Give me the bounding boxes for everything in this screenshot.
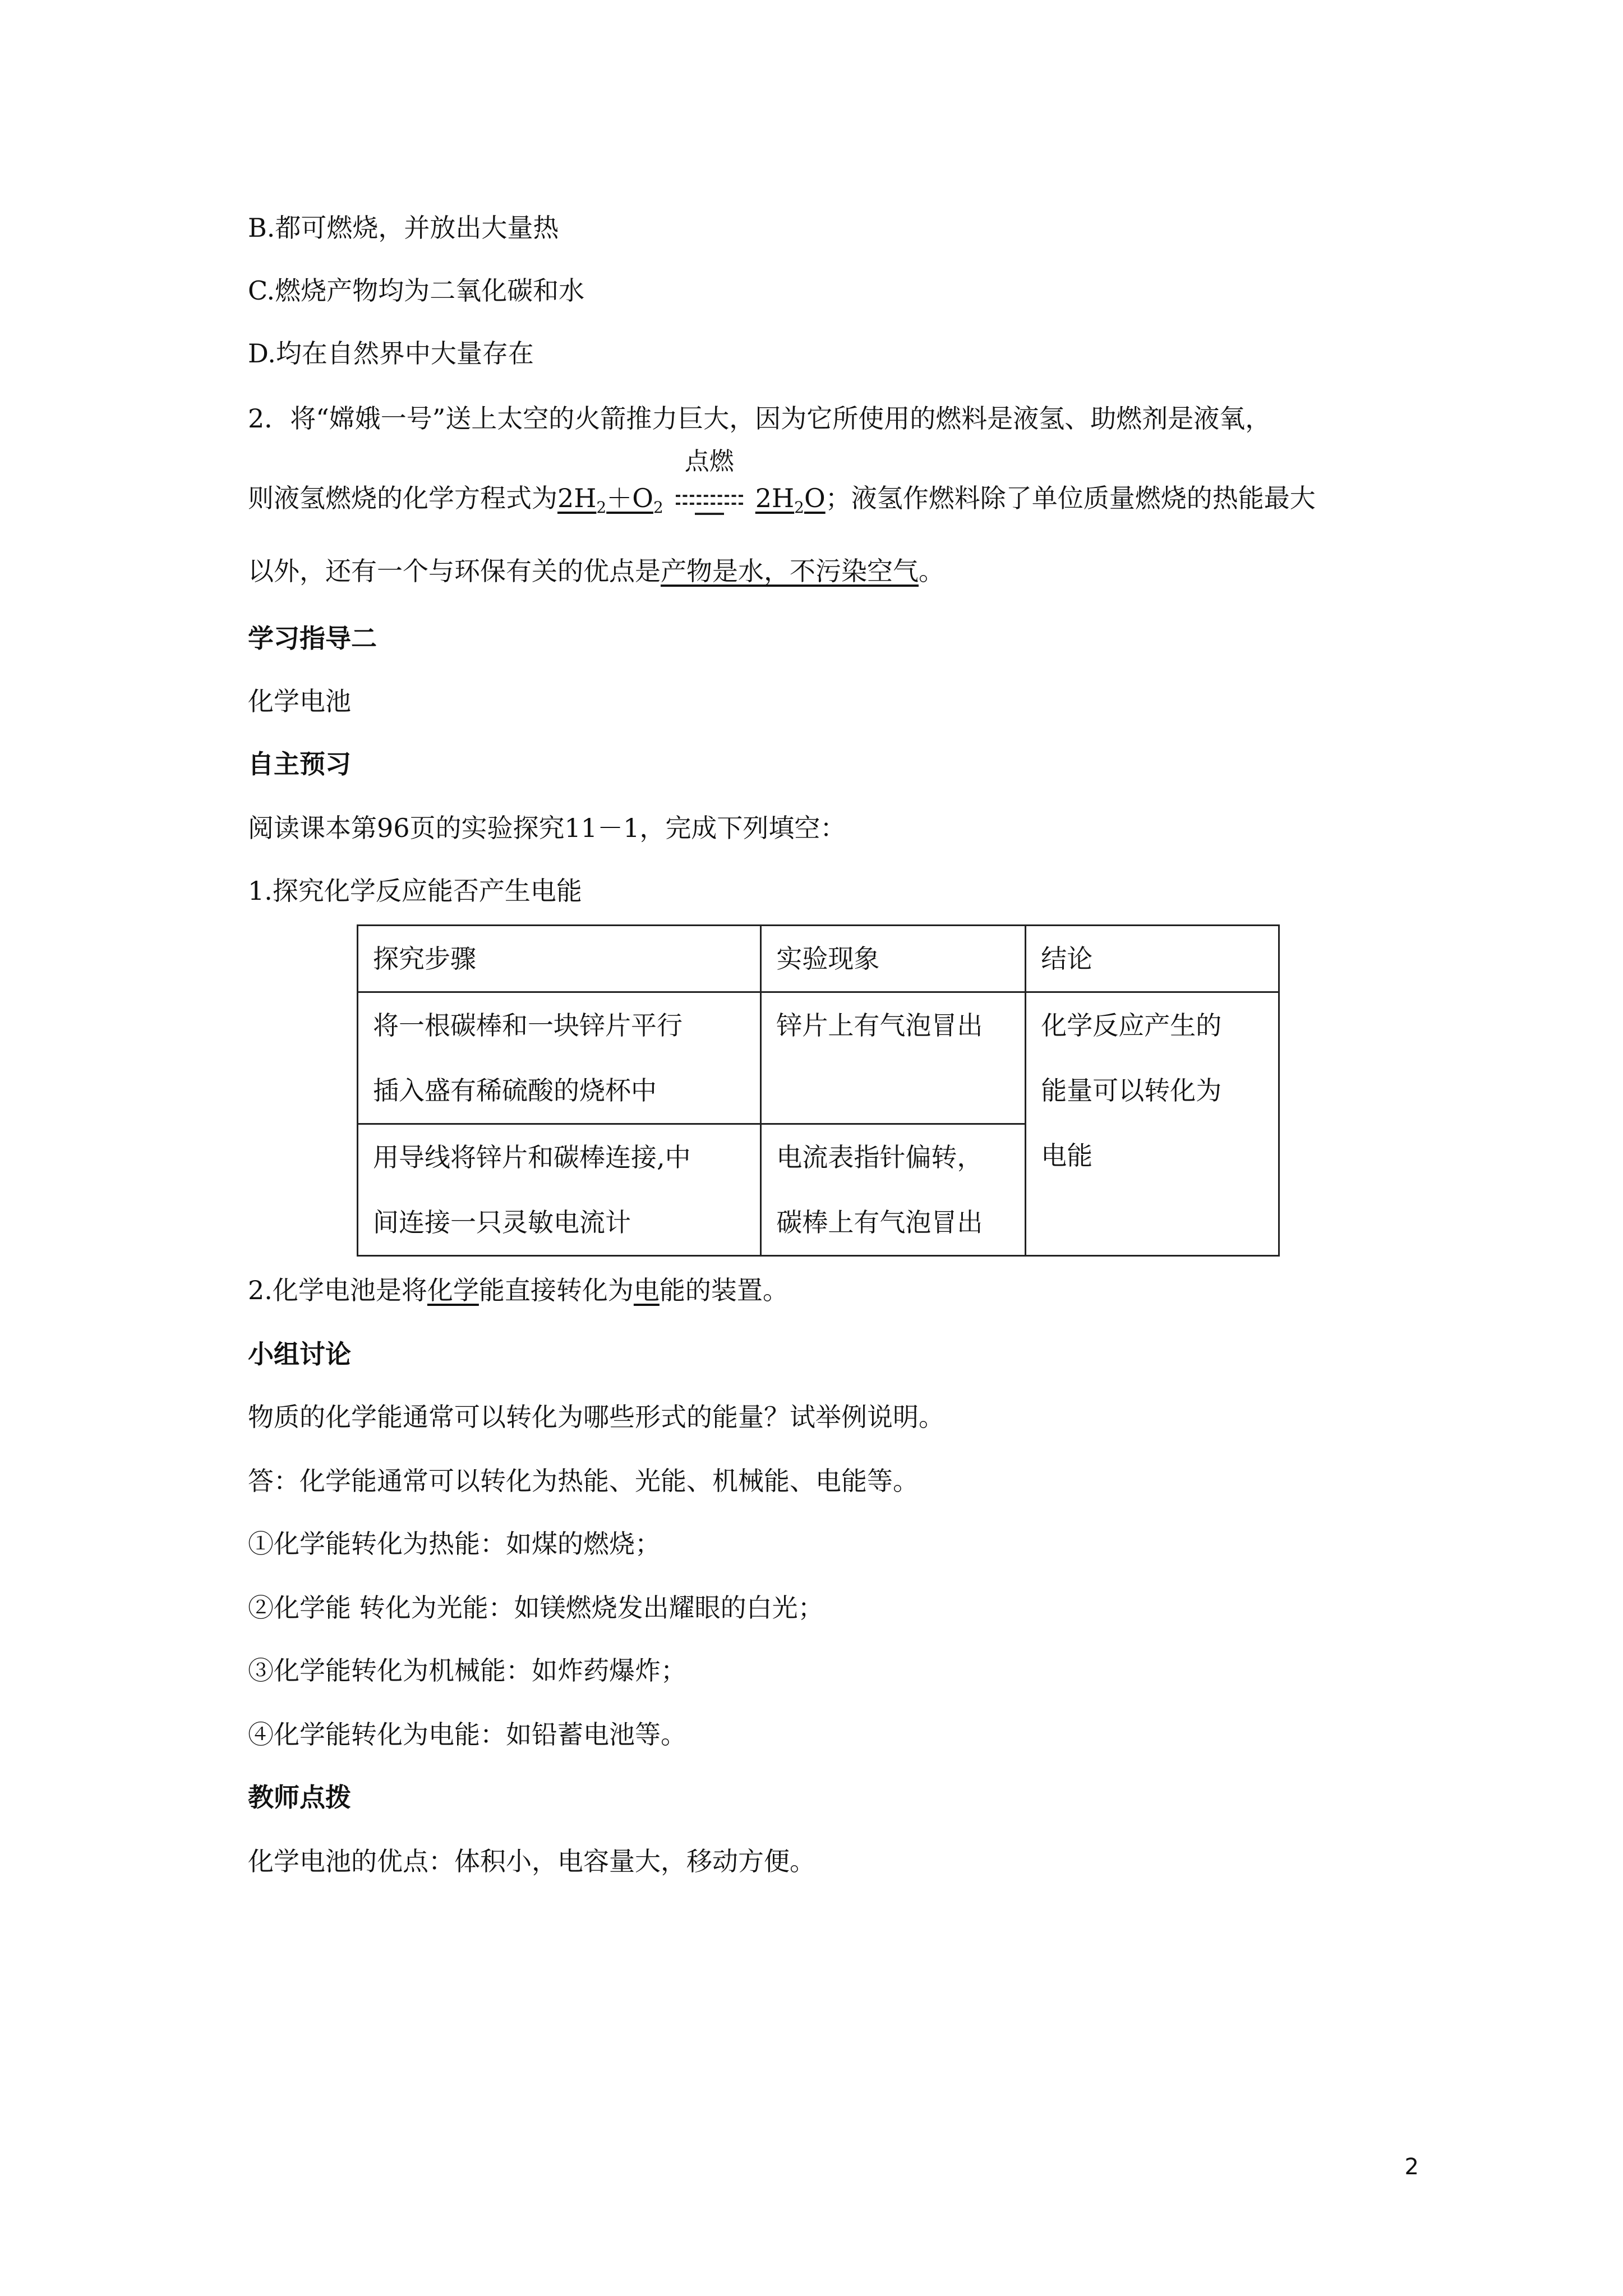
question-2-line-2: [248, 447, 1387, 517]
conclusion-cell: 化学反应产生的 能量可以转化为 电能: [1026, 992, 1279, 1256]
answer-chemical: 化学: [427, 1275, 479, 1305]
example-2: ②化学能 转化为光能：如镁燃烧发出耀眼的白光；: [248, 1593, 824, 1623]
heading-guide-2: 学习指导二: [248, 623, 377, 654]
experiment-table: [357, 924, 1280, 1257]
discussion-answer: 答：化学能通常可以转化为热能、光能、机械能、电能等。: [248, 1466, 919, 1496]
reaction-arrow: [676, 447, 743, 514]
question-2-prefix: 则液氢燃烧的化学方程式为: [248, 483, 557, 513]
option-c: C.燃烧产物均为二氧化碳和水: [248, 275, 585, 306]
discussion-question: 物质的化学能通常可以转化为哪些形式的能量？试举例说明。: [248, 1402, 944, 1432]
equation-products: $2H_2O$: [755, 483, 826, 517]
header-step: 探究步骤: [358, 926, 761, 992]
page-number: 2: [1404, 2154, 1419, 2180]
table-row: [358, 992, 1279, 1124]
reaction-condition: 点燃: [684, 447, 734, 476]
question-2-line-3: 以外，还有一个与环保有关的优点是产物是水，不污染空气。: [248, 556, 944, 586]
header-phenomenon: 实验现象: [761, 926, 1026, 992]
table-header-row: [358, 926, 1279, 992]
question-2-line-1: 2．将“嫦娥一号”送上太空的火箭推力巨大，因为它所使用的燃料是液氢、助燃剂是液氧，: [248, 403, 1271, 434]
instruction-text: 阅读课本第96页的实验探究11－1，完成下列填空：: [248, 813, 846, 843]
example-1: ①化学能转化为热能：如煤的燃烧；: [248, 1529, 661, 1559]
heading-discussion: 小组讨论: [248, 1339, 351, 1369]
option-d: D.均在自然界中大量存在: [248, 338, 534, 369]
example-4: ④化学能转化为电能：如铅蓄电池等。: [248, 1719, 686, 1750]
step-cell: 用导线将锌片和碳棒连接,中 间连接一只灵敏电流计: [358, 1124, 761, 1256]
item-2: 2.化学电池是将化学能直接转化为电能的装置。: [248, 1275, 789, 1305]
equation-reactants: $2H_2+O_2$: [557, 483, 663, 517]
advantage-text: 化学电池的优点：体积小，电容量大，移动方便。: [248, 1846, 815, 1876]
phenomenon-cell: 电流表指针偏转， 碳棒上有气泡冒出: [761, 1124, 1026, 1256]
header-conclusion: 结论: [1026, 926, 1279, 992]
heading-teacher: 教师点拨: [248, 1782, 351, 1812]
answer-environment: 产物是水，不污染空气: [661, 556, 919, 586]
item-1: 1.探究化学反应能否产生电能: [248, 876, 582, 906]
heading-preview: 自主预习: [248, 749, 351, 779]
step-cell: 将一根碳棒和一块锌片平行 插入盛有稀硫酸的烧杯中: [358, 992, 761, 1124]
example-3: ③化学能转化为机械能：如炸药爆炸；: [248, 1655, 686, 1686]
answer-electric: 电: [633, 1275, 660, 1305]
topic-title: 化学电池: [248, 686, 351, 716]
question-2-suffix: ；液氢作燃料除了单位质量燃烧的热能最大: [825, 483, 1316, 513]
option-b: B.都可燃烧，并放出大量热: [248, 213, 559, 243]
phenomenon-cell: 锌片上有气泡冒出: [761, 992, 1026, 1124]
